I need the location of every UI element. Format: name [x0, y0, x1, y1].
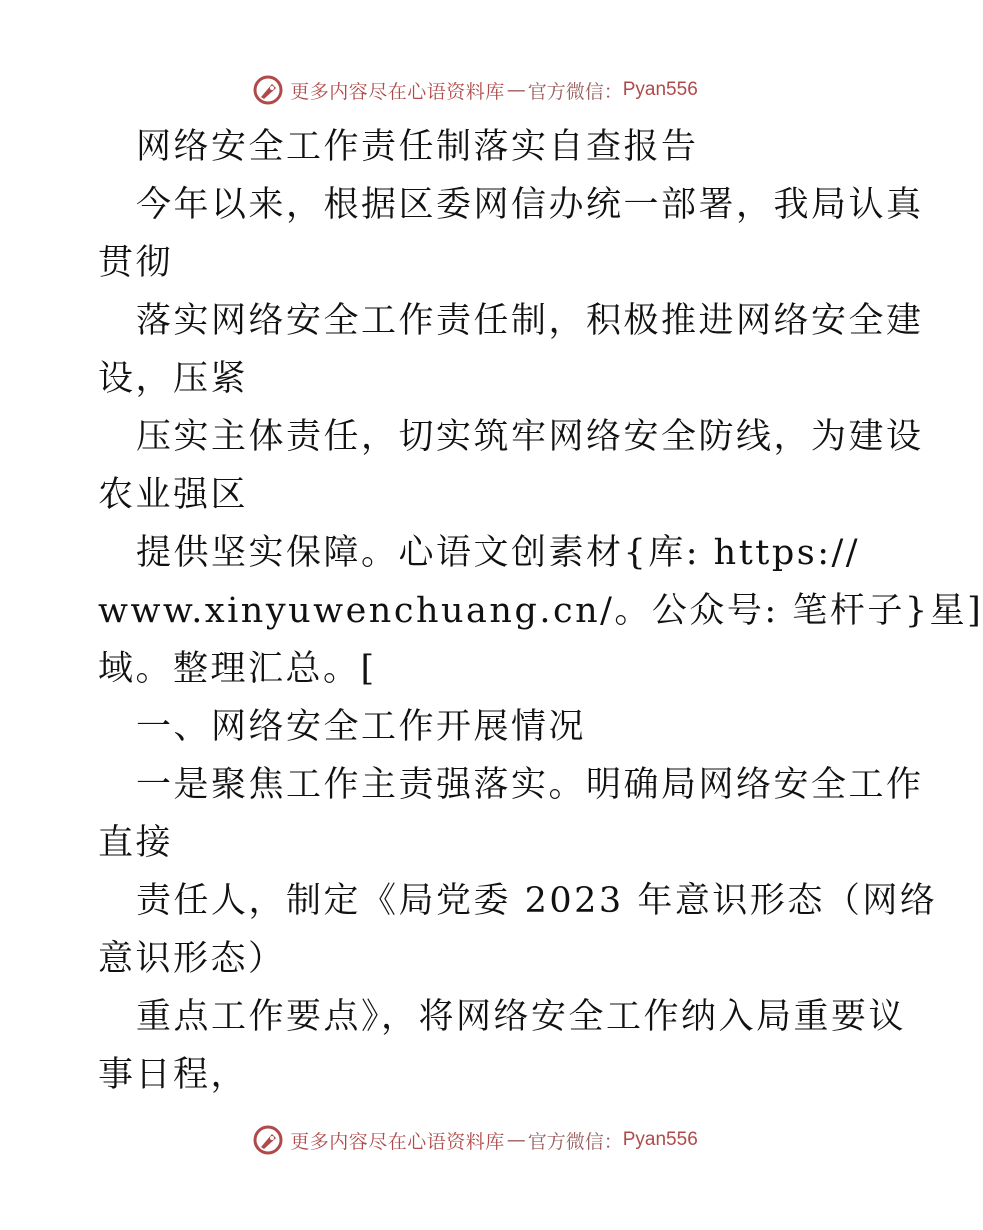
banner-wechat-id: Pyan556 — [622, 79, 698, 100]
paragraph-line: 提供坚实保障。心语文创素材{库: https:// — [136, 533, 861, 573]
banner-dash: — — [506, 1129, 526, 1151]
paragraph-line: 贯彻 — [98, 243, 174, 283]
paragraph-line: 直接 — [98, 823, 174, 863]
paragraph-line: 一是聚焦工作主责强落实。明确局网络安全工作 — [136, 765, 924, 805]
paragraph-line: 域。整理汇总。[ — [98, 649, 377, 689]
pen-nib-logo-icon — [252, 1124, 284, 1156]
paragraph-line: 重点工作要点》，将网络安全工作纳入局重要议 — [136, 997, 907, 1037]
paragraph-line: 压实主体责任，切实筑牢网络安全防线，为建设 — [136, 417, 924, 457]
document-title: 网络安全工作责任制落实自查报告 — [136, 127, 699, 167]
banner-wechat-label: 官方微信： — [527, 80, 623, 103]
banner-text: 更多内容尽在心语资料库 — [290, 1130, 505, 1153]
footer-banner — [0, 1120, 950, 1160]
document-body — [98, 118, 983, 1104]
pen-nib-logo-icon — [252, 74, 284, 106]
banner-wechat-label: 官方微信： — [527, 1130, 623, 1153]
banner-text: 更多内容尽在心语资料库 — [290, 80, 505, 103]
paragraph-line-url: www.xinyuwenchuang.cn/。公众号: 笔杆子}星] — [98, 591, 983, 631]
banner-wechat-id: Pyan556 — [622, 1129, 698, 1150]
paragraph-line: 今年以来，根据区委网信办统一部署，我局认真 — [136, 185, 924, 225]
section-heading: 一、网络安全工作开展情况 — [136, 707, 587, 747]
paragraph-line: 责任人，制定《局党委 2023 年意识形态（网络 — [136, 881, 938, 921]
paragraph-line: 农业强区 — [98, 475, 249, 515]
paragraph-line: 设，压紧 — [98, 359, 249, 399]
header-banner — [0, 70, 950, 110]
paragraph-line: 落实网络安全工作责任制，积极推进网络安全建 — [136, 301, 924, 341]
banner-dash: — — [506, 79, 526, 101]
paragraph-line: 意识形态） — [98, 939, 286, 979]
paragraph-line: 事日程， — [98, 1055, 249, 1095]
